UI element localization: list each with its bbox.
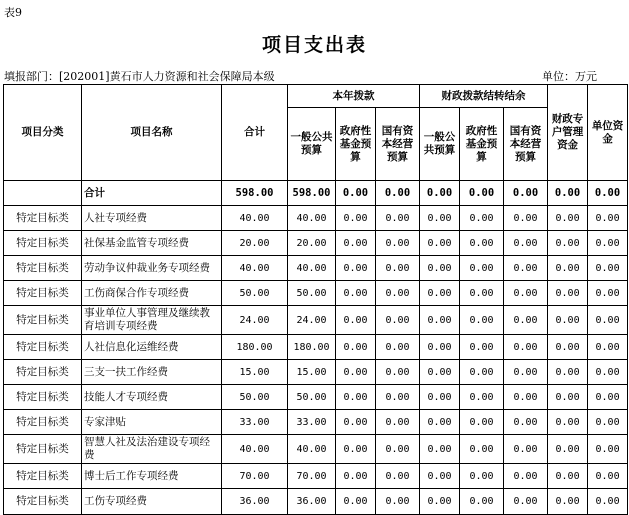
amount-cell: 0.00 xyxy=(460,489,504,515)
table-row xyxy=(4,489,628,515)
total-cell: 598.00 xyxy=(288,181,336,206)
amount-cell: 0.00 xyxy=(420,410,460,435)
amount-cell: 0.00 xyxy=(504,435,548,464)
project-name: 专家津贴 xyxy=(82,410,222,435)
total-label: 合计 xyxy=(82,181,222,206)
total-cell: 0.00 xyxy=(376,181,420,206)
amount-cell: 0.00 xyxy=(548,256,588,281)
amount-cell: 0.00 xyxy=(336,256,376,281)
amount-cell: 0.00 xyxy=(548,435,588,464)
project-category: 特定目标类 xyxy=(4,360,82,385)
amount-cell: 0.00 xyxy=(588,489,628,515)
page-title: 项目支出表 xyxy=(261,34,367,56)
amount-cell: 0.00 xyxy=(548,231,588,256)
project-rows xyxy=(4,206,628,515)
amount-cell: 15.00 xyxy=(222,360,288,385)
amount-cell: 0.00 xyxy=(504,206,548,231)
amount-cell: 40.00 xyxy=(288,206,336,231)
amount-cell: 15.00 xyxy=(288,360,336,385)
amount-cell: 0.00 xyxy=(336,306,376,335)
amount-cell: 0.00 xyxy=(376,410,420,435)
reporting-department: 填报部门：[202001]黄石市人力资源和社会保障局本级 xyxy=(4,70,275,83)
amount-cell: 0.00 xyxy=(588,231,628,256)
project-category: 特定目标类 xyxy=(4,489,82,515)
amount-cell: 0.00 xyxy=(420,464,460,489)
amount-cell: 0.00 xyxy=(376,360,420,385)
amount-cell: 0.00 xyxy=(548,281,588,306)
amount-cell: 40.00 xyxy=(222,206,288,231)
amount-cell: 0.00 xyxy=(588,281,628,306)
amount-cell: 36.00 xyxy=(288,489,336,515)
total-cell: 0.00 xyxy=(504,181,548,206)
amount-cell: 0.00 xyxy=(336,335,376,360)
amount-cell: 40.00 xyxy=(222,256,288,281)
header-special-account: 财政专户管理资金 xyxy=(548,85,588,181)
amount-cell: 0.00 xyxy=(548,410,588,435)
project-name: 人社信息化运维经费 xyxy=(82,335,222,360)
amount-cell: 0.00 xyxy=(420,385,460,410)
amount-cell: 0.00 xyxy=(376,206,420,231)
amount-cell: 0.00 xyxy=(420,206,460,231)
amount-cell: 0.00 xyxy=(420,435,460,464)
project-name: 技能人才专项经费 xyxy=(82,385,222,410)
header-carryover-state-capital: 国有资本经营预算 xyxy=(504,108,548,181)
header-state-capital-budget: 国有资本经营预算 xyxy=(376,108,420,181)
amount-cell: 180.00 xyxy=(288,335,336,360)
amount-cell: 0.00 xyxy=(460,464,504,489)
amount-cell: 0.00 xyxy=(376,281,420,306)
amount-cell: 0.00 xyxy=(336,385,376,410)
project-expenditure-table xyxy=(3,84,628,515)
amount-cell: 40.00 xyxy=(288,256,336,281)
table-row xyxy=(4,231,628,256)
table-number: 表9 xyxy=(4,6,22,19)
amount-cell: 70.00 xyxy=(288,464,336,489)
amount-cell: 0.00 xyxy=(504,335,548,360)
table-row xyxy=(4,410,628,435)
header-general-budget: 一般公共预算 xyxy=(288,108,336,181)
total-cell: 0.00 xyxy=(460,181,504,206)
project-category: 特定目标类 xyxy=(4,281,82,306)
amount-cell: 40.00 xyxy=(288,435,336,464)
amount-cell: 36.00 xyxy=(222,489,288,515)
amount-cell: 50.00 xyxy=(222,385,288,410)
amount-cell: 0.00 xyxy=(504,410,548,435)
total-row xyxy=(4,181,628,206)
amount-cell: 180.00 xyxy=(222,335,288,360)
amount-cell: 0.00 xyxy=(460,410,504,435)
table-row xyxy=(4,335,628,360)
project-category: 特定目标类 xyxy=(4,206,82,231)
header-current-year-allocation: 本年拨款 xyxy=(288,85,420,108)
total-category-cell xyxy=(4,181,82,206)
table-row xyxy=(4,281,628,306)
amount-cell: 0.00 xyxy=(420,256,460,281)
amount-cell: 0.00 xyxy=(336,464,376,489)
table-row xyxy=(4,385,628,410)
project-category: 特定目标类 xyxy=(4,335,82,360)
table-row xyxy=(4,306,628,335)
amount-cell: 0.00 xyxy=(548,464,588,489)
project-name: 智慧人社及法治建设专项经费 xyxy=(82,435,222,464)
header-carryover: 财政拨款结转结余 xyxy=(420,85,548,108)
header-carryover-gov-fund: 政府性基金预算 xyxy=(460,108,504,181)
amount-cell: 0.00 xyxy=(548,306,588,335)
total-cell: 0.00 xyxy=(588,181,628,206)
amount-cell: 0.00 xyxy=(376,335,420,360)
project-category: 特定目标类 xyxy=(4,256,82,281)
total-cell: 0.00 xyxy=(336,181,376,206)
amount-cell: 0.00 xyxy=(376,435,420,464)
amount-cell: 0.00 xyxy=(504,306,548,335)
amount-cell: 0.00 xyxy=(460,306,504,335)
project-name: 三支一扶工作经费 xyxy=(82,360,222,385)
project-name: 工伤专项经费 xyxy=(82,489,222,515)
amount-cell: 0.00 xyxy=(420,306,460,335)
header-row-1 xyxy=(4,85,628,108)
amount-cell: 0.00 xyxy=(588,385,628,410)
amount-cell: 0.00 xyxy=(504,360,548,385)
amount-cell: 0.00 xyxy=(588,410,628,435)
project-category: 特定目标类 xyxy=(4,231,82,256)
amount-cell: 0.00 xyxy=(336,489,376,515)
table-row xyxy=(4,435,628,464)
amount-cell: 0.00 xyxy=(504,385,548,410)
amount-cell: 0.00 xyxy=(588,256,628,281)
amount-cell: 0.00 xyxy=(460,256,504,281)
amount-cell: 0.00 xyxy=(548,206,588,231)
amount-cell: 0.00 xyxy=(460,360,504,385)
amount-cell: 0.00 xyxy=(548,335,588,360)
amount-cell: 0.00 xyxy=(336,410,376,435)
total-cell: 0.00 xyxy=(548,181,588,206)
amount-cell: 0.00 xyxy=(504,231,548,256)
amount-cell: 24.00 xyxy=(222,306,288,335)
amount-cell: 0.00 xyxy=(588,435,628,464)
amount-cell: 0.00 xyxy=(548,360,588,385)
project-category: 特定目标类 xyxy=(4,306,82,335)
total-cell: 598.00 xyxy=(222,181,288,206)
project-name: 工伤商保合作专项经费 xyxy=(82,281,222,306)
amount-cell: 0.00 xyxy=(460,385,504,410)
amount-cell: 0.00 xyxy=(376,385,420,410)
amount-cell: 0.00 xyxy=(376,464,420,489)
amount-cell: 20.00 xyxy=(222,231,288,256)
project-category: 特定目标类 xyxy=(4,385,82,410)
amount-cell: 50.00 xyxy=(288,385,336,410)
amount-cell: 50.00 xyxy=(288,281,336,306)
amount-cell: 24.00 xyxy=(288,306,336,335)
amount-cell: 0.00 xyxy=(420,281,460,306)
project-name: 劳动争议仲裁业务专项经费 xyxy=(82,256,222,281)
amount-cell: 0.00 xyxy=(460,281,504,306)
amount-cell: 0.00 xyxy=(336,231,376,256)
amount-cell: 33.00 xyxy=(222,410,288,435)
table-row xyxy=(4,464,628,489)
amount-cell: 0.00 xyxy=(460,231,504,256)
amount-cell: 0.00 xyxy=(504,464,548,489)
amount-cell: 20.00 xyxy=(288,231,336,256)
amount-cell: 0.00 xyxy=(420,335,460,360)
amount-cell: 50.00 xyxy=(222,281,288,306)
amount-cell: 0.00 xyxy=(460,206,504,231)
amount-cell: 0.00 xyxy=(376,256,420,281)
amount-cell: 40.00 xyxy=(222,435,288,464)
table-row xyxy=(4,206,628,231)
project-name: 社保基金监管专项经费 xyxy=(82,231,222,256)
amount-cell: 0.00 xyxy=(588,464,628,489)
header-total: 合计 xyxy=(222,85,288,181)
amount-cell: 0.00 xyxy=(548,385,588,410)
project-category: 特定目标类 xyxy=(4,435,82,464)
project-name: 人社专项经费 xyxy=(82,206,222,231)
unit-label: 单位：万元 xyxy=(542,70,597,83)
amount-cell: 0.00 xyxy=(504,281,548,306)
amount-cell: 0.00 xyxy=(548,489,588,515)
table-row xyxy=(4,256,628,281)
amount-cell: 0.00 xyxy=(588,306,628,335)
header-carryover-general: 一般公共预算 xyxy=(420,108,460,181)
amount-cell: 0.00 xyxy=(336,281,376,306)
project-category: 特定目标类 xyxy=(4,410,82,435)
amount-cell: 0.00 xyxy=(376,489,420,515)
amount-cell: 0.00 xyxy=(336,360,376,385)
amount-cell: 0.00 xyxy=(420,231,460,256)
project-category: 特定目标类 xyxy=(4,464,82,489)
amount-cell: 33.00 xyxy=(288,410,336,435)
header-unit-fund: 单位资金 xyxy=(588,85,628,181)
amount-cell: 0.00 xyxy=(336,435,376,464)
header-project-name: 项目名称 xyxy=(82,85,222,181)
amount-cell: 0.00 xyxy=(588,206,628,231)
amount-cell: 0.00 xyxy=(420,489,460,515)
amount-cell: 0.00 xyxy=(460,335,504,360)
amount-cell: 0.00 xyxy=(504,489,548,515)
project-name: 博士后工作专项经费 xyxy=(82,464,222,489)
amount-cell: 0.00 xyxy=(420,360,460,385)
amount-cell: 0.00 xyxy=(376,306,420,335)
amount-cell: 0.00 xyxy=(460,435,504,464)
amount-cell: 0.00 xyxy=(588,335,628,360)
amount-cell: 0.00 xyxy=(504,256,548,281)
header-category: 项目分类 xyxy=(4,85,82,181)
amount-cell: 0.00 xyxy=(336,206,376,231)
project-name: 事业单位人事管理及继续教育培训专项经费 xyxy=(82,306,222,335)
amount-cell: 0.00 xyxy=(376,231,420,256)
total-cell: 0.00 xyxy=(420,181,460,206)
amount-cell: 0.00 xyxy=(588,360,628,385)
header-gov-fund-budget: 政府性基金预算 xyxy=(336,108,376,181)
table-row xyxy=(4,360,628,385)
amount-cell: 70.00 xyxy=(222,464,288,489)
